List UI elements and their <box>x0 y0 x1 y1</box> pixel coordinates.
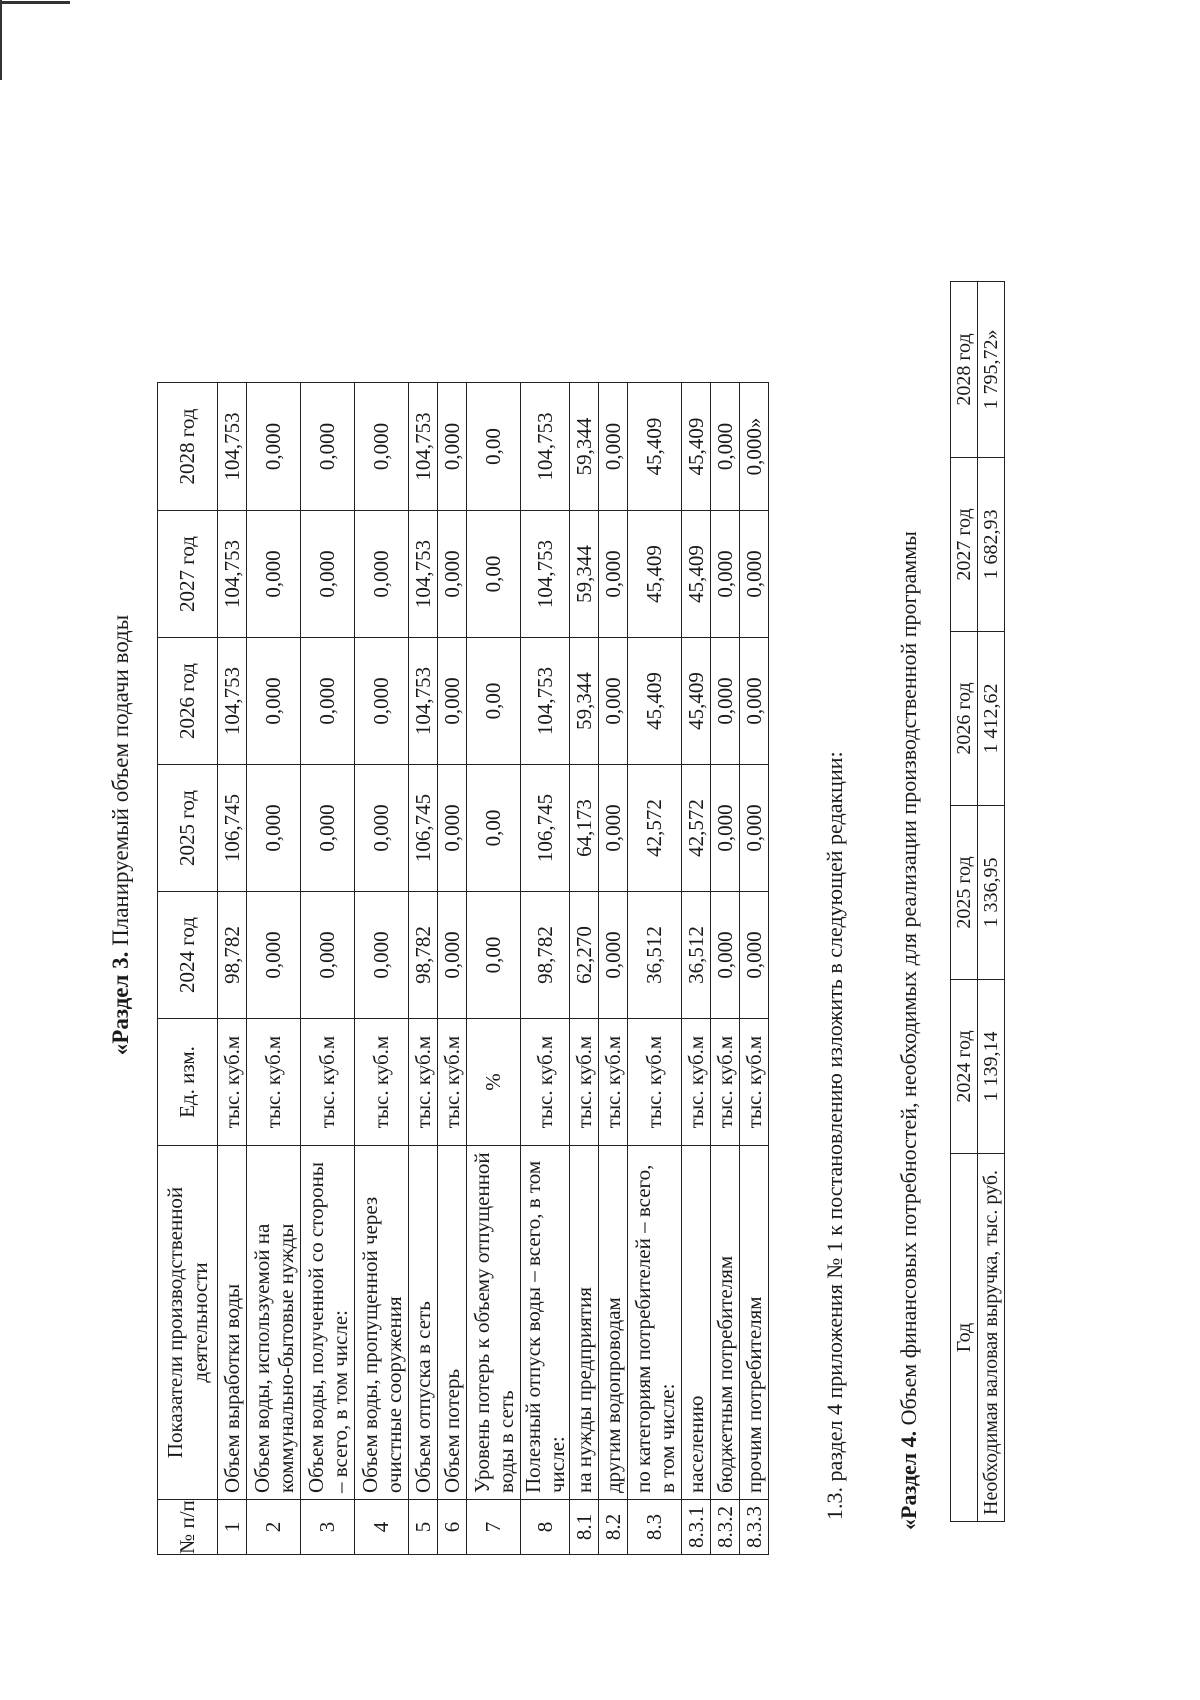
value-2024: 0,000 <box>301 892 355 1019</box>
header-cell: 2025 год <box>951 806 978 980</box>
row-indicator: населению <box>682 1146 711 1500</box>
row-unit: тыс. куб.м <box>355 1019 409 1146</box>
value-2026: 0,000 <box>740 638 769 765</box>
value-2028: 0,000 <box>438 383 467 511</box>
value-2026: 0,00 <box>467 638 521 765</box>
header-cell: 2026 год <box>951 632 978 806</box>
value-2028: 1 795,72» <box>978 282 1005 458</box>
water-volume-table <box>157 382 769 1555</box>
header-cell: 2024 год <box>951 980 978 1154</box>
row-unit: тыс. куб.м <box>438 1019 467 1146</box>
value-2028: 59,344 <box>570 383 599 511</box>
row-number: 5 <box>409 1500 438 1555</box>
row-indicator: прочим потребителям <box>740 1146 769 1500</box>
value-2025: 42,572 <box>628 765 682 892</box>
table-row <box>978 282 1005 1522</box>
table-row <box>355 383 409 1555</box>
table-row <box>218 383 247 1555</box>
section4-title-bold: «Раздел 4. <box>896 1430 921 1530</box>
row-unit: тыс. куб.м <box>711 1019 740 1146</box>
row-indicator: Уровень потерь к объему отпущенной воды в сеть <box>467 1146 521 1500</box>
section3-title <box>108 110 134 1560</box>
header-cell: 2027 год <box>158 511 218 638</box>
value-2028: 104,753 <box>409 383 438 511</box>
value-2028: 104,753 <box>521 383 570 511</box>
row-unit: % <box>467 1019 521 1146</box>
row-indicator: на нужды предприятия <box>570 1146 599 1500</box>
row-indicator: Объем воды, полученной со стороны – всего, в том числе: <box>301 1146 355 1500</box>
value-2024: 36,512 <box>628 892 682 1019</box>
value-2024: 0,000 <box>247 892 301 1019</box>
value-2024: 98,782 <box>218 892 247 1019</box>
value-2027: 0,000 <box>711 511 740 638</box>
value-2026: 45,409 <box>682 638 711 765</box>
row-number: 6 <box>438 1500 467 1555</box>
row-indicator: Полезный отпуск воды – всего, в том числе: <box>521 1146 570 1500</box>
row-number: 8.3 <box>628 1500 682 1555</box>
table-row <box>521 383 570 1555</box>
financial-needs-table <box>950 281 1005 1522</box>
row-indicator: Объем воды, пропущенной через очистные сооружения <box>355 1146 409 1500</box>
table-row <box>409 383 438 1555</box>
value-2027: 104,753 <box>218 511 247 638</box>
value-2025: 0,00 <box>467 765 521 892</box>
value-2028: 45,409 <box>682 383 711 511</box>
value-2028: 0,00 <box>467 383 521 511</box>
row-number: 8.3.2 <box>711 1500 740 1555</box>
header-cell: Показатели производственной деятельности <box>158 1146 218 1500</box>
value-2024: 0,000 <box>438 892 467 1019</box>
header-cell: Ед. изм. <box>158 1019 218 1146</box>
value-2027: 0,000 <box>740 511 769 638</box>
value-2025: 0,000 <box>599 765 628 892</box>
row-indicator: бюджетным потребителям <box>711 1146 740 1500</box>
row-indicator: Объем выработки воды <box>218 1146 247 1500</box>
value-2025: 0,000 <box>247 765 301 892</box>
table-row <box>467 383 521 1555</box>
value-2027: 59,344 <box>570 511 599 638</box>
value-2025: 0,000 <box>740 765 769 892</box>
value-2026: 0,000 <box>301 638 355 765</box>
value-2027: 0,00 <box>467 511 521 638</box>
value-2025: 106,745 <box>218 765 247 892</box>
row-unit: тыс. куб.м <box>247 1019 301 1146</box>
value-2028: 0,000» <box>740 383 769 511</box>
scan-edge-mark <box>0 1 70 4</box>
row-number: 8.2 <box>599 1500 628 1555</box>
value-2026: 104,753 <box>521 638 570 765</box>
row-number: 2 <box>247 1500 301 1555</box>
section4-title-rest: Объем финансовых потребностей, необходимых для реализации производственной программы <box>896 531 921 1431</box>
value-2024: 36,512 <box>682 892 711 1019</box>
value-2027: 0,000 <box>355 511 409 638</box>
value-2026: 0,000 <box>438 638 467 765</box>
value-2027: 0,000 <box>438 511 467 638</box>
row-indicator: другим водопроводам <box>599 1146 628 1500</box>
header-cell: 2028 год <box>158 383 218 511</box>
table-row <box>570 383 599 1555</box>
value-2027: 45,409 <box>682 511 711 638</box>
row-number: 3 <box>301 1500 355 1555</box>
value-2027: 0,000 <box>247 511 301 638</box>
value-2025: 0,000 <box>355 765 409 892</box>
row-indicator: по категориям потребителей – всего, в том числе: <box>628 1146 682 1500</box>
row-number: 8.3.1 <box>682 1500 711 1555</box>
row-unit: тыс. куб.м <box>409 1019 438 1146</box>
value-2026: 59,344 <box>570 638 599 765</box>
value-2026: 1 412,62 <box>978 632 1005 806</box>
row-number: 4 <box>355 1500 409 1555</box>
value-2028: 0,000 <box>355 383 409 511</box>
row-number: 8 <box>521 1500 570 1555</box>
header-cell: 2026 год <box>158 638 218 765</box>
row-number: 8.3.3 <box>740 1500 769 1555</box>
row-unit: тыс. куб.м <box>628 1019 682 1146</box>
section3-title-rest: Планируемый объем подачи воды <box>108 614 133 952</box>
amendment-paragraph: 1.3. раздел 4 приложения № 1 к постановлению изложить в следующей редакции: <box>822 751 847 1520</box>
section3-title-bold: «Раздел 3. <box>108 951 133 1056</box>
value-2025: 0,000 <box>301 765 355 892</box>
value-2027: 0,000 <box>301 511 355 638</box>
value-2024: 0,00 <box>467 892 521 1019</box>
value-2026: 45,409 <box>628 638 682 765</box>
value-2026: 104,753 <box>218 638 247 765</box>
value-2028: 0,000 <box>711 383 740 511</box>
value-2025: 106,745 <box>521 765 570 892</box>
row-unit: тыс. куб.м <box>740 1019 769 1146</box>
row-unit: тыс. куб.м <box>570 1019 599 1146</box>
header-cell: 2027 год <box>951 458 978 632</box>
table-row <box>682 383 711 1555</box>
section4-title <box>896 531 922 1530</box>
value-2028: 45,409 <box>628 383 682 511</box>
value-2028: 0,000 <box>247 383 301 511</box>
header-cell: № п/п <box>158 1500 218 1555</box>
value-2024: 62,270 <box>570 892 599 1019</box>
value-2025: 1 336,95 <box>978 806 1005 980</box>
value-2028: 104,753 <box>218 383 247 511</box>
scan-edge-mark <box>0 0 2 80</box>
row-number: 1 <box>218 1500 247 1555</box>
value-2027: 1 682,93 <box>978 458 1005 632</box>
value-2028: 0,000 <box>301 383 355 511</box>
table-row <box>438 383 467 1555</box>
table-row <box>247 383 301 1555</box>
row-indicator: Объем воды, используемой на коммунально-бытовые нужды <box>247 1146 301 1500</box>
value-2027: 45,409 <box>628 511 682 638</box>
table-row <box>628 383 682 1555</box>
table-header-row <box>158 383 218 1555</box>
row-unit: тыс. куб.м <box>682 1019 711 1146</box>
value-2024: 0,000 <box>355 892 409 1019</box>
value-2027: 0,000 <box>599 511 628 638</box>
row-unit: тыс. куб.м <box>521 1019 570 1146</box>
header-cell: 2028 год <box>951 282 978 458</box>
value-2024: 98,782 <box>521 892 570 1019</box>
table-row <box>740 383 769 1555</box>
value-2026: 0,000 <box>711 638 740 765</box>
value-2024: 0,000 <box>711 892 740 1019</box>
value-2024: 0,000 <box>599 892 628 1019</box>
value-2027: 104,753 <box>409 511 438 638</box>
row-indicator: Объем потерь <box>438 1146 467 1500</box>
value-2026: 0,000 <box>247 638 301 765</box>
table-row <box>599 383 628 1555</box>
row-unit: тыс. куб.м <box>599 1019 628 1146</box>
table-row <box>711 383 740 1555</box>
value-2028: 0,000 <box>599 383 628 511</box>
table-header-row <box>951 282 978 1522</box>
row-number: 8.1 <box>570 1500 599 1555</box>
row-indicator: Объем отпуска в сеть <box>409 1146 438 1500</box>
row-unit: тыс. куб.м <box>218 1019 247 1146</box>
header-cell: 2025 год <box>158 765 218 892</box>
table-row <box>301 383 355 1555</box>
row-number: 7 <box>467 1500 521 1555</box>
value-2024: 98,782 <box>409 892 438 1019</box>
row-indicator: Необходимая валовая выручка, тыс. руб. <box>978 1154 1005 1522</box>
value-2027: 104,753 <box>521 511 570 638</box>
value-2025: 42,572 <box>682 765 711 892</box>
value-2026: 0,000 <box>355 638 409 765</box>
value-2025: 0,000 <box>711 765 740 892</box>
value-2025: 106,745 <box>409 765 438 892</box>
value-2026: 0,000 <box>599 638 628 765</box>
header-cell: 2024 год <box>158 892 218 1019</box>
value-2024: 0,000 <box>740 892 769 1019</box>
value-2026: 104,753 <box>409 638 438 765</box>
header-cell: Год <box>951 1154 978 1522</box>
value-2025: 0,000 <box>438 765 467 892</box>
row-unit: тыс. куб.м <box>301 1019 355 1146</box>
value-2024: 1 139,14 <box>978 980 1005 1154</box>
value-2025: 64,173 <box>570 765 599 892</box>
